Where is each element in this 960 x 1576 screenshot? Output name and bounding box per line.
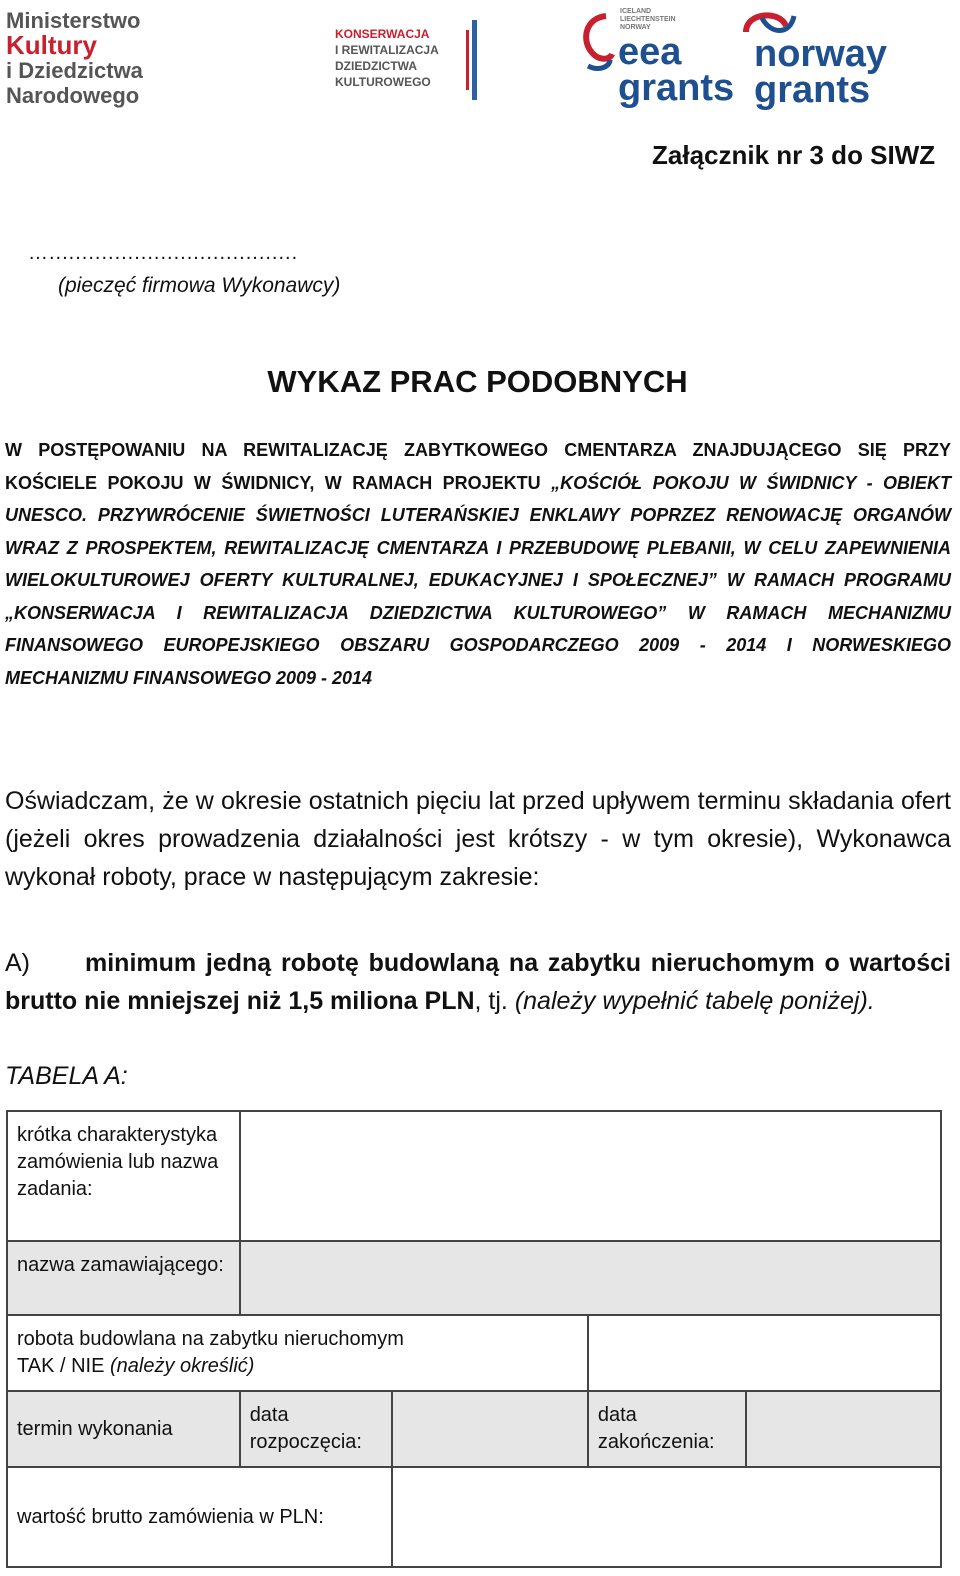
table-row: [7, 1241, 941, 1315]
subtitle-project: „KOŚCIÓŁ POKOJU W ŚWIDNICY - OBIEKT UNESCO. PRZYWRÓCENIE ŚWIETNOŚCI LUTERAŃSKIEJ ENKLAWY POPRZEZ RENOWACJĘ ORGANÓW WRAZ Z PROSPEKTEM, REWITALIZACJĘ CMENTARZA I PRZEBUDOWĘ PLEBANII, W CELU ZAPEWNIENIA WIELOKULTUROWEJ OFERTY KULTURALNEJ, EDUKACYJNEJ I SPOŁECZNEJ” W RAMACH PROGRAMU „KONSERWACJA I REWITALIZACJA DZIEDZICTWA KULTUROWEGO” W RAMACH MECHANIZMU FINANSOWEGO EUROPEJSKIEGO OBSZARU GOSPODARCZEGO 2009 - 2014 I NORWESKIEGO MECHANIZMU FINANSOWEGO 2009 - 2014: [5, 472, 952, 688]
eea-country-2: LIECHTENSTEIN: [620, 16, 676, 23]
eea-country-3: NORWAY: [620, 24, 651, 31]
monument-choice: TAK / NIE: [17, 1355, 110, 1377]
table-row: [7, 1391, 941, 1467]
eea-country-1: ICELAND: [620, 8, 652, 15]
monument-field[interactable]: [588, 1315, 941, 1391]
konserwacja-line-1: KONSERWACJA: [335, 27, 430, 41]
ministry-line-1: Ministerstwo: [6, 8, 141, 33]
ministry-line-4: Narodowego: [6, 83, 140, 108]
ministry-logo: [6, 8, 176, 108]
requirement-paragraph: [5, 944, 951, 1020]
konserwacja-line-2: I REWITALIZACJA: [335, 43, 439, 57]
eea-word: eea: [618, 31, 682, 73]
monument-label: robota budowlana na zabytku nieruchomym: [17, 1328, 404, 1350]
konserwacja-bar-icon: [472, 20, 477, 100]
eea-grants-logo: [580, 6, 750, 109]
row-label-client: nazwa zamawiającego:: [7, 1241, 240, 1315]
client-field[interactable]: [240, 1241, 941, 1315]
ministry-line-2: Kultury: [6, 30, 97, 60]
ministry-line-3: i Dziedzictwa: [6, 58, 143, 83]
konserwacja-line-3: DZIEDZICTWA: [335, 59, 417, 73]
subtitle-lead: W POSTĘPOWANIU NA REWITALIZACJĘ ZABYTKOWEGO CMENTARZA ZNAJDUJĄCEGO SIĘ PRZY KOŚCIELE POKOJU W ŚWIDNICY, W RAMACH PROJEKTU: [5, 440, 951, 493]
end-date-field[interactable]: [746, 1391, 941, 1467]
start-date-field[interactable]: [392, 1391, 588, 1467]
stamp-label: (pieczęć firmowa Wykonawcy): [58, 274, 341, 297]
requirement-hint: (należy wypełnić tabelę poniżej).: [514, 987, 875, 1015]
row-label-monument: [7, 1315, 588, 1391]
table-row: [7, 1111, 941, 1241]
konserwacja-logo: [335, 26, 485, 90]
requirement-bold: minimum jedną robotę budowlaną na zabytku nieruchomym o wartości brutto nie mniejszej niż 1,5 miliona PLN: [5, 949, 951, 1015]
eea-swirl-icon: [580, 10, 616, 74]
description-field[interactable]: [240, 1111, 941, 1241]
end-date-label: data zakończenia:: [588, 1391, 746, 1467]
table-row: [7, 1315, 941, 1391]
procedure-subtitle: [5, 434, 951, 694]
table-row: [7, 1467, 941, 1567]
norway-grants-word: grants: [754, 69, 871, 111]
attachment-label: Załącznik nr 3 do SIWZ: [652, 140, 936, 170]
stamp-dots: …......................................: [28, 242, 299, 264]
konserwacja-line-4: KULTUROWEGO: [335, 75, 431, 89]
requirement-letter: A): [5, 949, 30, 977]
norway-grants-logo: [738, 6, 898, 111]
table-label: TABELA A:: [5, 1062, 128, 1090]
eea-grants-word: grants: [618, 67, 735, 109]
konserwacja-bar-red-icon: [466, 30, 469, 90]
row-label-term: termin wykonania: [7, 1391, 240, 1467]
row-label-description: krótka charakterystyka zamówienia lub nazwa zadania:: [7, 1111, 240, 1241]
requirement-plain: , tj.: [474, 987, 515, 1015]
page-title: WYKAZ PRAC PODOBNYCH: [267, 364, 688, 399]
works-table: [6, 1110, 942, 1568]
start-date-label: data rozpoczęcia:: [240, 1391, 392, 1467]
norway-word: norway: [754, 33, 888, 75]
monument-hint: (należy określić): [109, 1355, 255, 1377]
value-field[interactable]: [392, 1467, 941, 1567]
declaration-paragraph: Oświadczam, że w okresie ostatnich pięciu lat przed upływem terminu składania ofert (jeżeli okres prowadzenia działalności jest krótszy - w tym okresie), Wykonawca wykonał roboty, prace w następującym zakresie:: [5, 787, 951, 891]
row-label-value: wartość brutto zamówienia w PLN:: [7, 1467, 392, 1567]
